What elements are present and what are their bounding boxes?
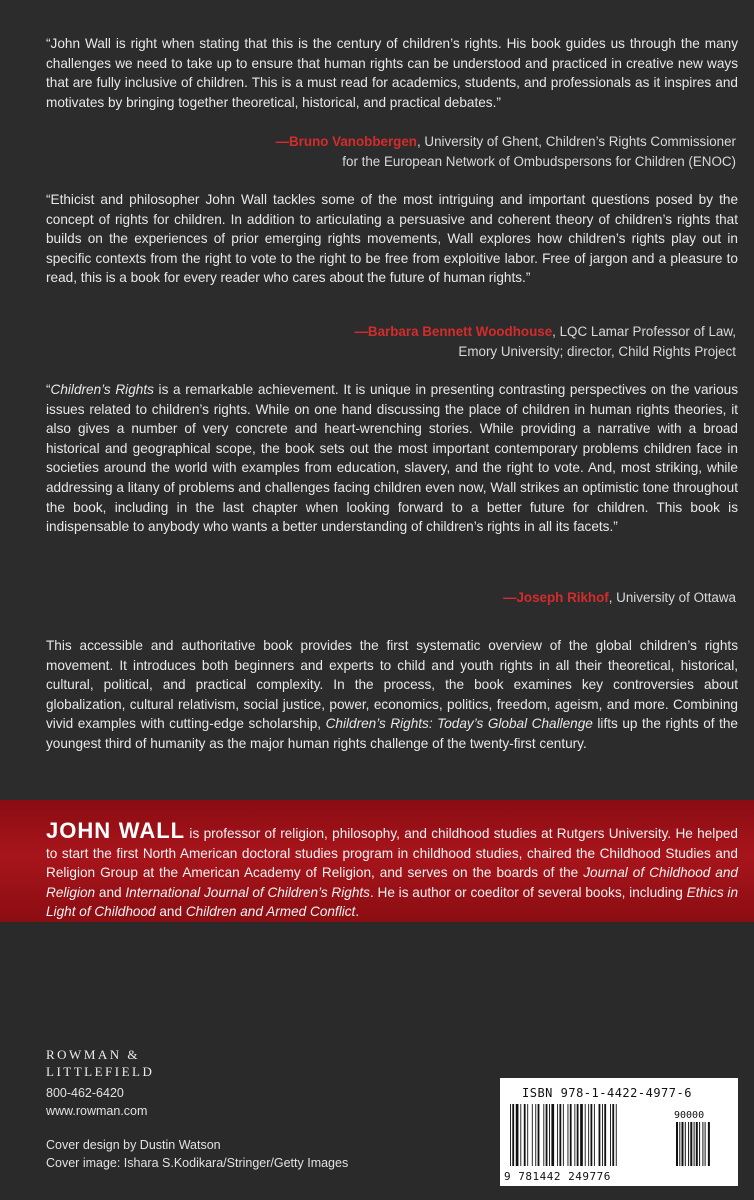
barcode-bar	[612, 1104, 614, 1166]
blurb-3-text: “Children’s Rights is a remarkable achievement. It is unique in presenting contrasting perspectives on the various issues related to children’s rights. While on one hand discussing the place of children in human rights theories, it also gives a number of very concrete and heart-wrenching stories. While providing a narrative with a broad historical and geographical scope, the book sets out the most important contemporary problems children face in societies around the world with examples from education, slavery, and the right to vote. And, most striking, while addressing a litany of problems and challenges facing children even now, Wall strikes an optimistic tone throughout the book, including in the last chapter when looking forward to a better future for children. This book is indispensable to anybody who wants a better understanding of children’s rights in all its facets.”	[46, 382, 738, 535]
publisher-website: www.rowman.com	[46, 1104, 148, 1118]
barcode-addon-bar	[690, 1122, 692, 1166]
bio-journal-2: International Journal of Children’s Rights	[125, 884, 370, 900]
barcode-bar	[591, 1104, 593, 1166]
barcode-addon-bar	[676, 1122, 678, 1166]
barcode-bar	[580, 1104, 583, 1166]
barcode-bar	[543, 1104, 544, 1166]
blurb-3-author: —Joseph Rikhof	[503, 590, 609, 605]
barcode-bar	[574, 1104, 575, 1166]
description-text-2: lifts up the rights of the youngest third of humanity as the major human rights challenge of the twenty-first century.	[46, 716, 738, 751]
author-bio	[46, 818, 739, 922]
bio-text-2: . He is author or coeditor of several books, including	[369, 884, 687, 900]
book-description	[46, 636, 738, 754]
blurb-1-attribution	[96, 132, 736, 171]
barcode-addon-bar	[702, 1122, 703, 1166]
barcode-bar	[512, 1104, 514, 1166]
barcode-addon-bar	[708, 1122, 710, 1166]
blurb-2-author: —Barbara Bennett Woodhouse	[354, 324, 553, 339]
cover-design-credit: Cover design by Dustin Watson	[46, 1138, 221, 1152]
barcode-addon-bar	[682, 1122, 684, 1166]
barcode-bars	[508, 1104, 730, 1170]
bio-text-1: is professor of religion, philosophy, and childhood studies at Rutgers University. He helped to start the first North American doctoral studies program in childhood studies, chaired the Childhood Studies and Religion Group at the American Academy of Religion, and serves on the boards of the	[46, 826, 738, 881]
barcode-bar	[551, 1104, 554, 1166]
isbn-number: ISBN 978-1-4422-4977-6	[522, 1086, 692, 1100]
barcode-addon-bar	[679, 1122, 680, 1166]
barcode-bar	[570, 1104, 572, 1166]
blurb-1-author: —Bruno Vanobbergen	[275, 134, 417, 149]
barcode-bar	[577, 1104, 579, 1166]
barcode-bar	[563, 1104, 564, 1166]
publisher-logo-line-2: LITTLEFIELD	[46, 1064, 155, 1079]
blurb-1-affiliation-line2: for the European Network of Ombudspersons for Children (ENOC)	[342, 153, 736, 169]
bio-and-2: and	[155, 904, 186, 920]
isbn-barcode	[500, 1078, 738, 1186]
barcode-addon-bar	[688, 1122, 689, 1166]
bio-and-1: and	[95, 884, 126, 900]
description-book-title: Children’s Rights: Today’s Global Challenge	[325, 716, 593, 732]
blurb-2-affiliation-line2: Emory University; director, Child Rights Project	[458, 343, 736, 359]
barcode-bar	[604, 1104, 606, 1166]
barcode-bar	[532, 1104, 533, 1166]
publisher-logo	[46, 1046, 154, 1080]
publisher-phone: 800-462-6420	[46, 1086, 124, 1100]
barcode-addon-bar	[685, 1122, 686, 1166]
blurb-2-attribution	[96, 322, 736, 361]
bio-book-2: Children and Armed Conflict	[185, 904, 356, 920]
barcode-bar	[549, 1104, 550, 1166]
barcode-bar	[527, 1104, 528, 1166]
barcode-bar	[616, 1104, 617, 1166]
barcode-bar	[602, 1104, 603, 1166]
barcode-bar	[568, 1104, 569, 1166]
blurb-3-affiliation: , University of Ottawa	[608, 590, 736, 605]
bio-journal-1: Journal of Childhood and Religion	[46, 865, 738, 900]
blurb-1-text: “John Wall is right when stating that this is the century of children’s rights. His book guides us through the many challenges we need to take up to ensure that human rights can be understood and practiced in creative new ways that are fully inclusive of children. This is a must read for academics, students, and professionals as it inspires and motivates by bringing together theoretical, historical, and practical debates.”	[46, 36, 738, 110]
blurb-3-attribution	[96, 588, 736, 608]
cover-image-credit: Cover image: Ishara S.Kodikara/Stringer/Getty Images	[46, 1156, 349, 1170]
price-code: 90000	[674, 1110, 705, 1121]
barcode-bar	[510, 1104, 511, 1166]
barcode-bar	[546, 1104, 548, 1166]
barcode-bar	[585, 1104, 586, 1166]
barcode-bar	[559, 1104, 561, 1166]
barcode-bar	[557, 1104, 558, 1166]
publisher-logo-line-1: ROWMAN &	[46, 1047, 141, 1062]
author-name: JOHN WALL	[46, 818, 186, 843]
barcode-bar	[610, 1104, 611, 1166]
barcode-bar	[516, 1104, 519, 1166]
barcode-addon-bar	[699, 1122, 700, 1166]
barcode-bar	[524, 1104, 526, 1166]
barcode-addon-bar	[694, 1122, 695, 1166]
blurb-2-text: “Ethicist and philosopher John Wall tackles some of the most intriguing and important questions posed by the concept of rights for children. In addition to articulating a persuasive and coherent theory of children’s rights that builds on the experiences of prior emerging rights movements, Wall explores how children’s rights play out in specific contexts from the right to vote to the right to be free from exploitive labor. Free of jargon and a pleasure to read, this is a book for every reader who cares about the future of human rights.”	[46, 192, 738, 286]
barcode-addon-bar	[696, 1122, 698, 1166]
barcode-bar	[599, 1104, 601, 1166]
ean-number: 9 781442 249776	[504, 1170, 611, 1183]
description-text-1: This accessible and authoritative book provides the first systematic overview of the global children’s rights movement. It introduces both beginners and experts to child and youth rights in all their theoretical, historical, cultural, political, and practical complexity. In the process, the book examines key controversies about globalization, cultural relativism, social justice, power, economics, politics, freedom, ageism, and more. Combining vivid examples with cutting-edge scholarship,	[46, 638, 738, 732]
barcode-bar	[594, 1104, 595, 1166]
barcode-bar	[535, 1104, 536, 1166]
blurb-3-body: is a remarkable achievement. It is unique in presenting contrasting perspectives on the various issues related to children’s rights. While on one hand discussing the place of children in human rights theories, it also gives a number of very concrete and heart-wrenching stories. While providing a narrative with a broad historical and geographical scope, the book sets out the most important contemporary problems children face in societies around the world with examples from education, slavery, and the right to vote. And, most striking, while addressing a litany of problems and challenges facing children even now, Wall strikes an optimistic tone throughout the book, including in the last chapter when looking forward to a better future for children. This book is indispensable to anybody who wants a better understanding of children’s rights in all its facets.”	[46, 382, 738, 535]
barcode-bar	[538, 1104, 540, 1166]
barcode-bar	[588, 1104, 589, 1166]
blurb-3-italic-title: Children’s Rights	[50, 382, 154, 397]
bio-end: .	[355, 904, 360, 920]
blurb-1-affiliation: , University of Ghent, Children’s Rights Commissioner	[416, 134, 736, 149]
barcode-addon-bar	[705, 1122, 706, 1166]
bio-book-1: Ethics in Light of Childhood	[46, 884, 739, 920]
barcode-bar	[520, 1104, 521, 1166]
blurb-2-affiliation: , LQC Lamar Professor of Law,	[552, 324, 736, 339]
